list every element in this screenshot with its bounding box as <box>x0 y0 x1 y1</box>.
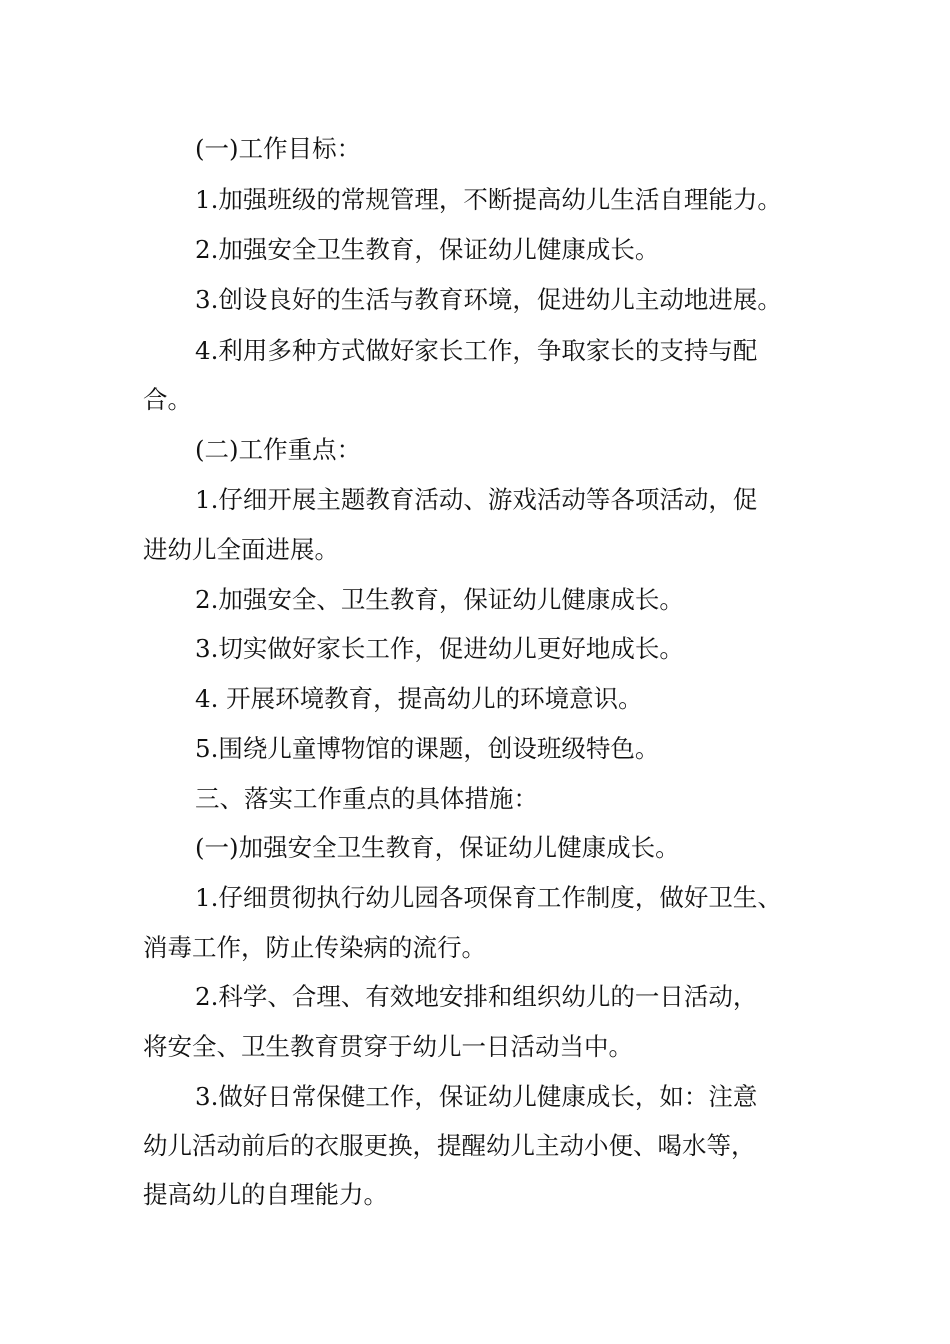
paragraph-line: 1.加强班级的常规管理，不断提高幼儿生活自理能力。 <box>195 185 782 214</box>
paragraph-line-continuation: 进幼儿全面进展。 <box>143 535 339 564</box>
paragraph-line: 4.利用多种方式做好家长工作，争取家长的支持与配 <box>195 336 758 365</box>
paragraph-line: 3.做好日常保健工作，保证幼儿健康成长，如：注意 <box>195 1082 758 1111</box>
section-heading-goals: (一)工作目标： <box>195 134 362 163</box>
paragraph-line-continuation: 合。 <box>143 385 192 414</box>
section-heading-measures: 三、落实工作重点的具体措施： <box>195 784 538 813</box>
section-heading-focus: (二)工作重点： <box>195 435 362 464</box>
paragraph-line-continuation: 提高幼儿的自理能力。 <box>143 1180 388 1209</box>
paragraph-line-continuation: 消毒工作，防止传染病的流行。 <box>143 933 486 962</box>
paragraph-line: 1.仔细开展主题教育活动、游戏活动等各项活动，促 <box>195 485 758 514</box>
paragraph-line: 5.围绕儿童博物馆的课题，创设班级特色。 <box>195 734 660 763</box>
paragraph-line-continuation: 将安全、卫生教育贯穿于幼儿一日活动当中。 <box>143 1032 633 1061</box>
paragraph-line: 3.创设良好的生活与教育环境，促进幼儿主动地进展。 <box>195 285 782 314</box>
subsection-heading: (一)加强安全卫生教育，保证幼儿健康成长。 <box>195 833 680 862</box>
paragraph-line: 4. 开展环境教育，提高幼儿的环境意识。 <box>195 684 643 713</box>
paragraph-line: 2.加强安全卫生教育，保证幼儿健康成长。 <box>195 235 660 264</box>
paragraph-line: 3.切实做好家长工作，促进幼儿更好地成长。 <box>195 634 684 663</box>
paragraph-line-continuation: 幼儿活动前后的衣服更换，提醒幼儿主动小便、喝水等， <box>143 1131 756 1160</box>
paragraph-line: 1.仔细贯彻执行幼儿园各项保育工作制度，做好卫生、 <box>195 883 782 912</box>
paragraph-line: 2.加强安全、卫生教育，保证幼儿健康成长。 <box>195 585 684 614</box>
paragraph-line: 2.科学、合理、有效地安排和组织幼儿的一日活动， <box>195 982 758 1011</box>
